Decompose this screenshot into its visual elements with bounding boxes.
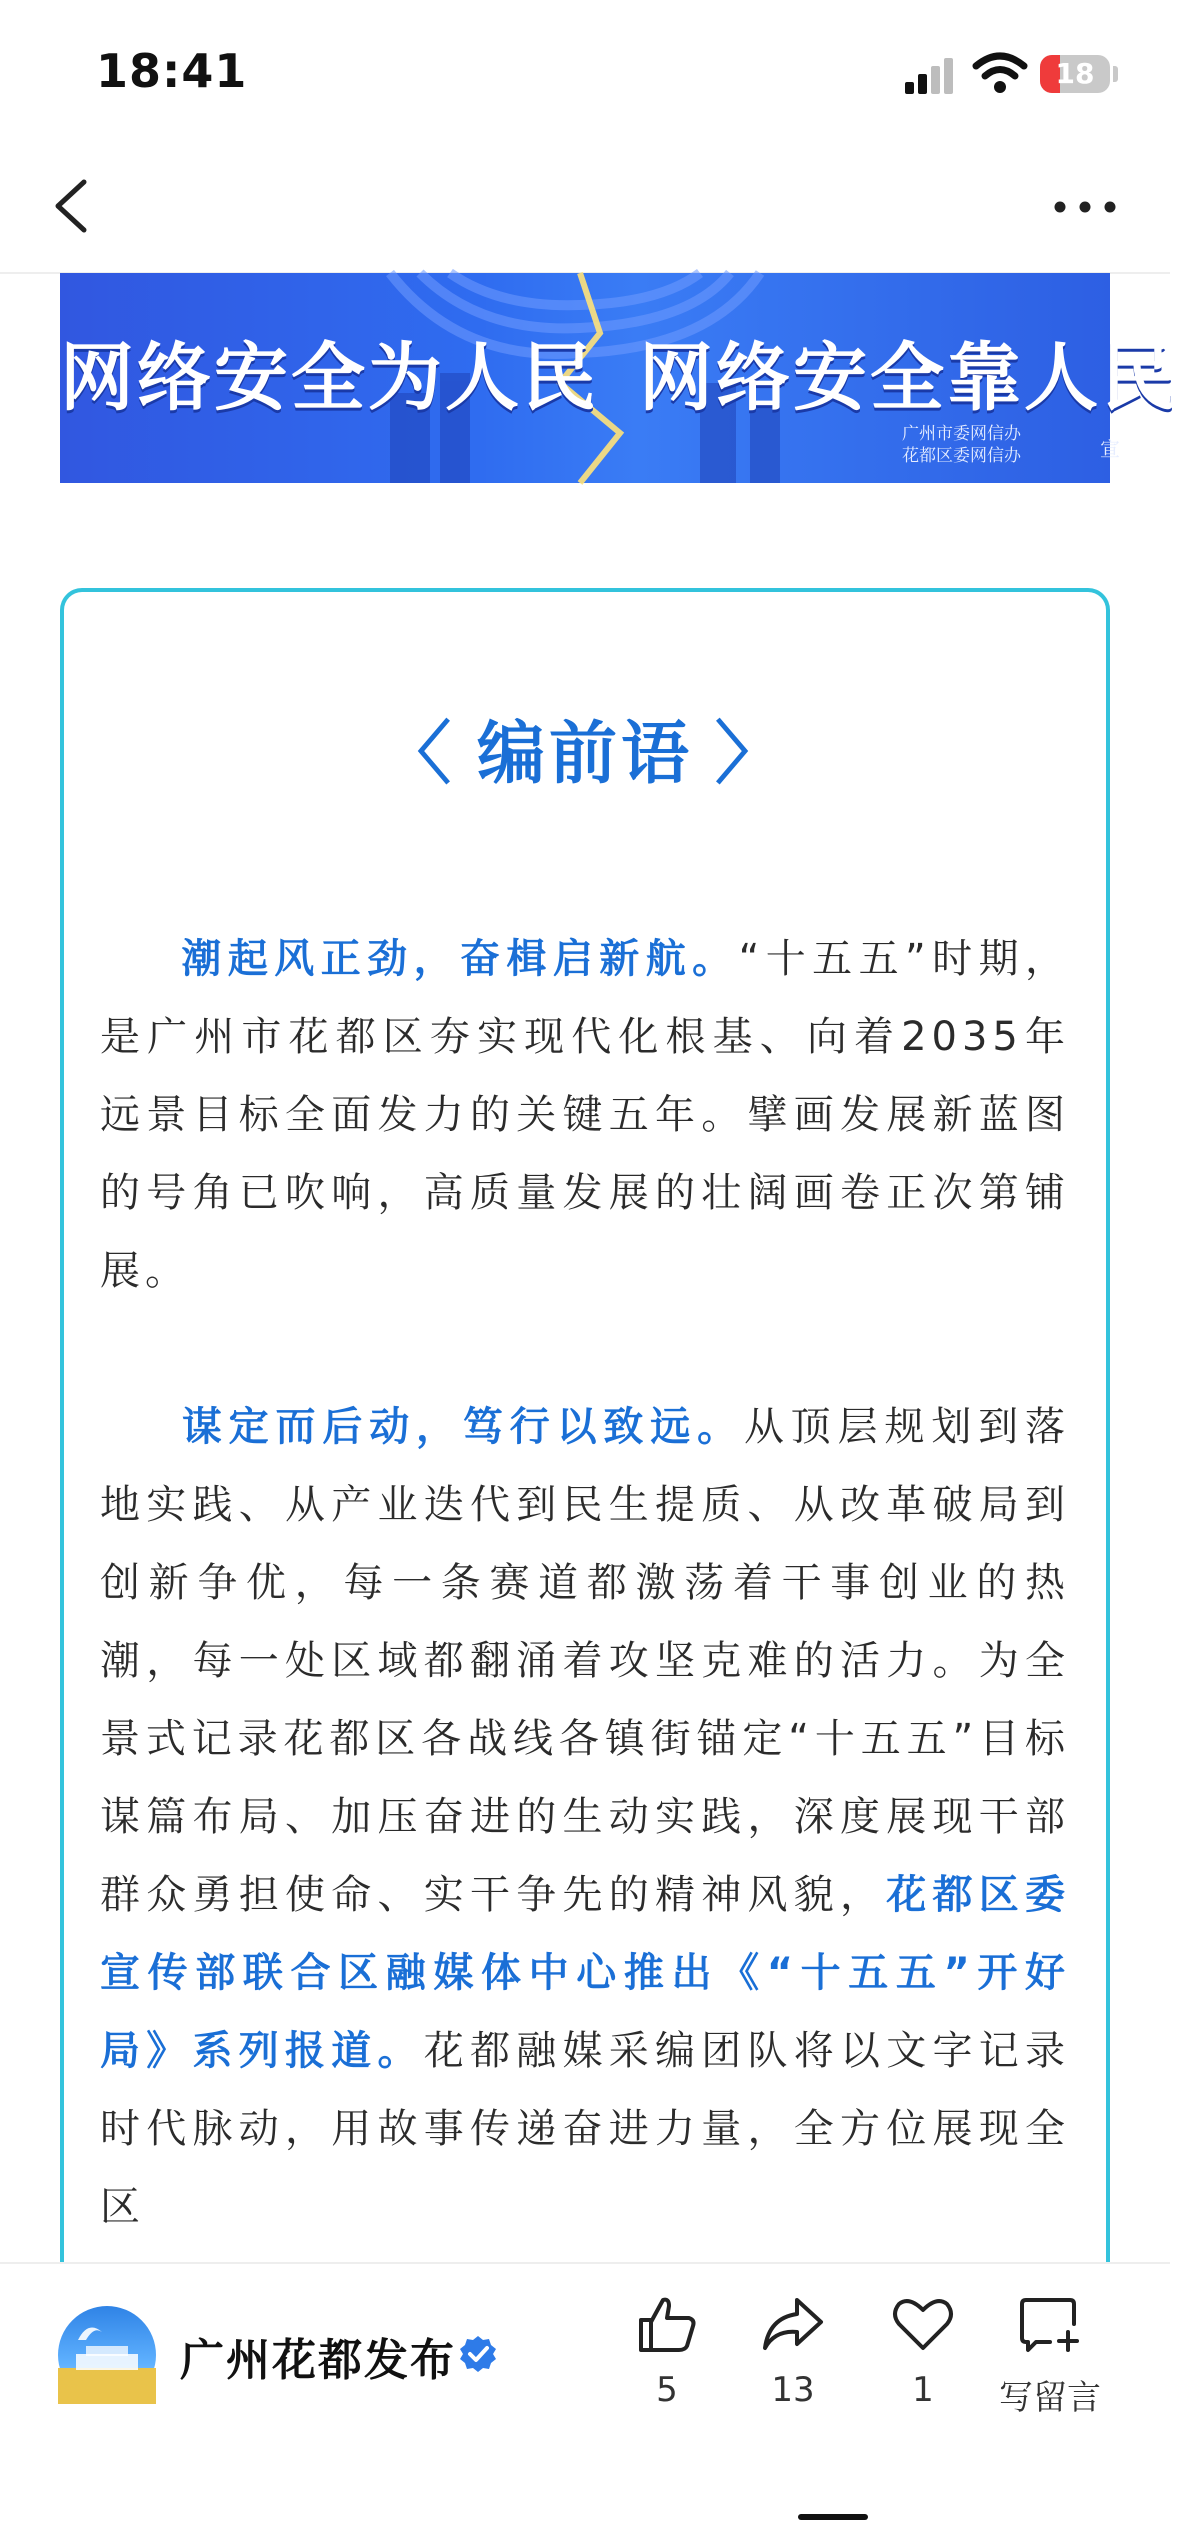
share-button[interactable] <box>738 2294 848 2410</box>
like-button[interactable] <box>612 2294 722 2410</box>
paragraph-1-highlight: 潮起风正劲，奋楫启新航。 <box>180 936 739 982</box>
avatar[interactable] <box>58 2306 156 2404</box>
paragraph-2-highlight: 谋定而后动，笃行以致远。 <box>180 1404 744 1450</box>
paragraph-1-text: “十五五”时期，是广州市花都区夯实现代化根基、向着2035年远景目标全面发力的关键五年。擘画发展新蓝图的号角已吹响，高质量发展的壮阔画卷正次第铺展。 <box>100 936 1070 1294</box>
bracket-left: 〈 <box>382 715 455 794</box>
back-icon[interactable] <box>44 174 104 238</box>
write-comment-button[interactable] <box>985 2294 1115 2419</box>
banner-title-left: 网络安全为人民 <box>60 335 599 421</box>
comment-add-icon <box>1018 2294 1082 2354</box>
banner-title <box>60 319 1178 425</box>
section-title-text: 编前语 <box>476 715 693 794</box>
bottom-bar <box>0 2262 1170 2534</box>
banner-title-right: 网络安全靠人民 <box>639 335 1178 421</box>
paragraph-2 <box>100 1388 1070 2246</box>
status-time: 18:41 <box>96 44 248 98</box>
author-name[interactable]: 广州花都发布 <box>180 2335 456 2386</box>
paragraph-2-highlight-2: 花都区委宣传部联合区融媒体中心推出《“十五五”开好局》系列报道。 <box>100 1872 1070 2074</box>
battery-level: 18 <box>1055 57 1095 90</box>
battery-icon <box>1040 55 1110 93</box>
bracket-right: 〉 <box>715 715 788 794</box>
verified-icon <box>458 2334 498 2374</box>
banner-image <box>60 273 1178 483</box>
signal-icon <box>905 58 955 94</box>
banner-suffix: 宣 <box>1100 437 1120 461</box>
status-bar <box>0 0 1170 140</box>
favorite-button[interactable] <box>868 2294 978 2410</box>
write-comment-label: 写留言 <box>999 2378 1101 2418</box>
thumbs-up-icon <box>635 2294 699 2354</box>
banner-org-line1: 广州市委网信办 <box>902 424 1021 444</box>
favorite-count: 1 <box>912 2370 934 2410</box>
heart-icon <box>891 2294 955 2354</box>
more-icon[interactable] <box>1050 192 1120 222</box>
home-indicator-icon <box>798 2514 868 2520</box>
paragraph-2-text-2: 花都融媒采编团队将以文字记录时代脉动，用故事传递奋进力量，全方位展现全区 <box>100 2028 1070 2230</box>
like-count: 5 <box>656 2370 678 2410</box>
share-count: 13 <box>771 2370 815 2410</box>
nav-bar <box>0 140 1170 274</box>
battery-tip <box>1113 66 1118 82</box>
wifi-icon <box>972 52 1028 94</box>
section-title <box>64 700 1106 797</box>
article-card <box>60 588 1110 2312</box>
paragraph-2-text: 从顶层规划到落地实践、从产业迭代到民生提质、从改革破局到创新争优，每一条赛道都激荡着干事创业的热潮，每一处区域都翻涌着攻坚克难的活力。为全景式记录花都区各战线各镇街锚定“十五五”目标谋篇布局、加压奋进的生动实践，深度展现干部群众勇担使命、实干争先的精神风貌， <box>100 1404 1071 1918</box>
banner-org-line2: 花都区委网信办 <box>902 446 1021 466</box>
banner-org <box>902 423 1021 467</box>
paragraph-1 <box>100 920 1070 1310</box>
share-icon <box>761 2294 825 2354</box>
